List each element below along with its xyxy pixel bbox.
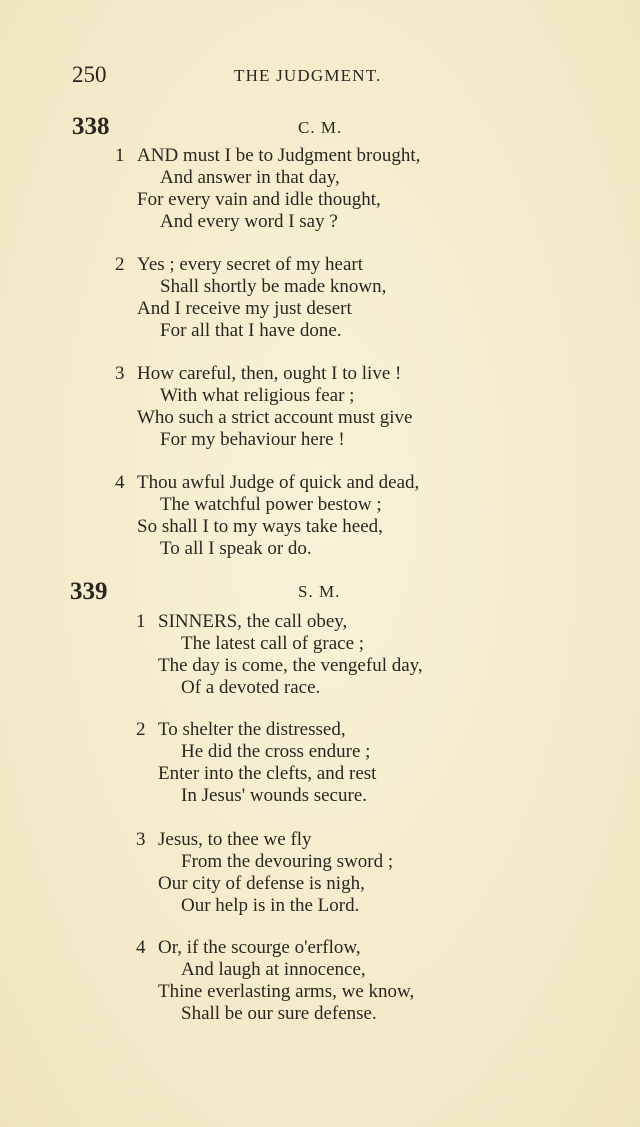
hymn-meter: S. M. <box>298 582 341 601</box>
verse-line: Thine everlasting arms, we know, <box>158 981 415 1002</box>
verse-line: Our help is in the Lord. <box>181 895 360 916</box>
verse-line: 4 Or, if the scourge o'erflow, <box>136 937 361 958</box>
verse-line: 1 AND must I be to Judgment brought, <box>115 145 421 166</box>
page-header <box>72 62 592 92</box>
stanza <box>115 472 419 560</box>
verse-line: 4 Thou awful Judge of quick and dead, <box>115 472 420 493</box>
stanza <box>115 254 386 342</box>
page-number: 250 <box>72 62 107 87</box>
verse-number: 4 <box>136 937 146 958</box>
verse-line: 2 To shelter the distressed, <box>136 719 346 740</box>
verse-line: 2 Yes ; every secret of my heart <box>115 254 363 275</box>
verse-line: Who such a strict account must give <box>137 407 413 428</box>
verse-line: Our city of defense is nigh, <box>158 873 365 894</box>
verse-line: Shall shortly be made known, <box>160 276 387 297</box>
verse-line: And I receive my just desert <box>137 298 352 319</box>
verse-number: 1 <box>136 611 146 632</box>
verse-number: 3 <box>136 829 146 850</box>
verse-line: For all that I have done. <box>160 320 342 341</box>
stanza <box>136 719 376 807</box>
verse-number: 3 <box>115 363 125 384</box>
stanza <box>115 363 412 451</box>
verse-line: And every word I say ? <box>160 211 338 232</box>
verse-line: From the devouring sword ; <box>181 851 394 872</box>
stanza <box>136 611 423 699</box>
verse-line: With what religious fear ; <box>160 385 355 406</box>
hymn-meter: C. M. <box>298 118 343 137</box>
verse-number: 4 <box>115 472 125 493</box>
verse-line: And answer in that day, <box>160 167 340 188</box>
verse-line: For every vain and idle thought, <box>137 189 381 210</box>
stanza <box>136 937 414 1025</box>
verse-line: For my behaviour here ! <box>160 429 345 450</box>
verse-line: The latest call of grace ; <box>181 633 365 654</box>
verse-line: Enter into the clefts, and rest <box>158 763 377 784</box>
running-head: THE JUDGMENT. <box>234 66 382 85</box>
stanza <box>136 829 393 917</box>
verse-line: He did the cross endure ; <box>181 741 371 762</box>
verse-line: To all I speak or do. <box>160 538 312 559</box>
hymn-number: 339 <box>70 578 108 605</box>
verse-line: 3 How careful, then, ought I to live ! <box>115 363 402 384</box>
verse-line: The watchful power bestow ; <box>160 494 382 515</box>
verse-number: 2 <box>136 719 146 740</box>
verse-line: 3 Jesus, to thee we fly <box>136 829 312 850</box>
verse-line: Of a devoted race. <box>181 677 321 698</box>
verse-line: And laugh at innocence, <box>181 959 366 980</box>
verse-line: 1 SINNERS, the call obey, <box>136 611 348 632</box>
verse-line: Shall be our sure defense. <box>181 1003 377 1024</box>
verse-line: So shall I to my ways take heed, <box>137 516 383 537</box>
verse-line: In Jesus' wounds secure. <box>181 785 368 806</box>
verse-number: 2 <box>115 254 125 275</box>
verse-line: The day is come, the vengeful day, <box>158 655 423 676</box>
verse-number: 1 <box>115 145 125 166</box>
stanza <box>115 145 420 233</box>
hymn-number: 338 <box>72 113 110 140</box>
